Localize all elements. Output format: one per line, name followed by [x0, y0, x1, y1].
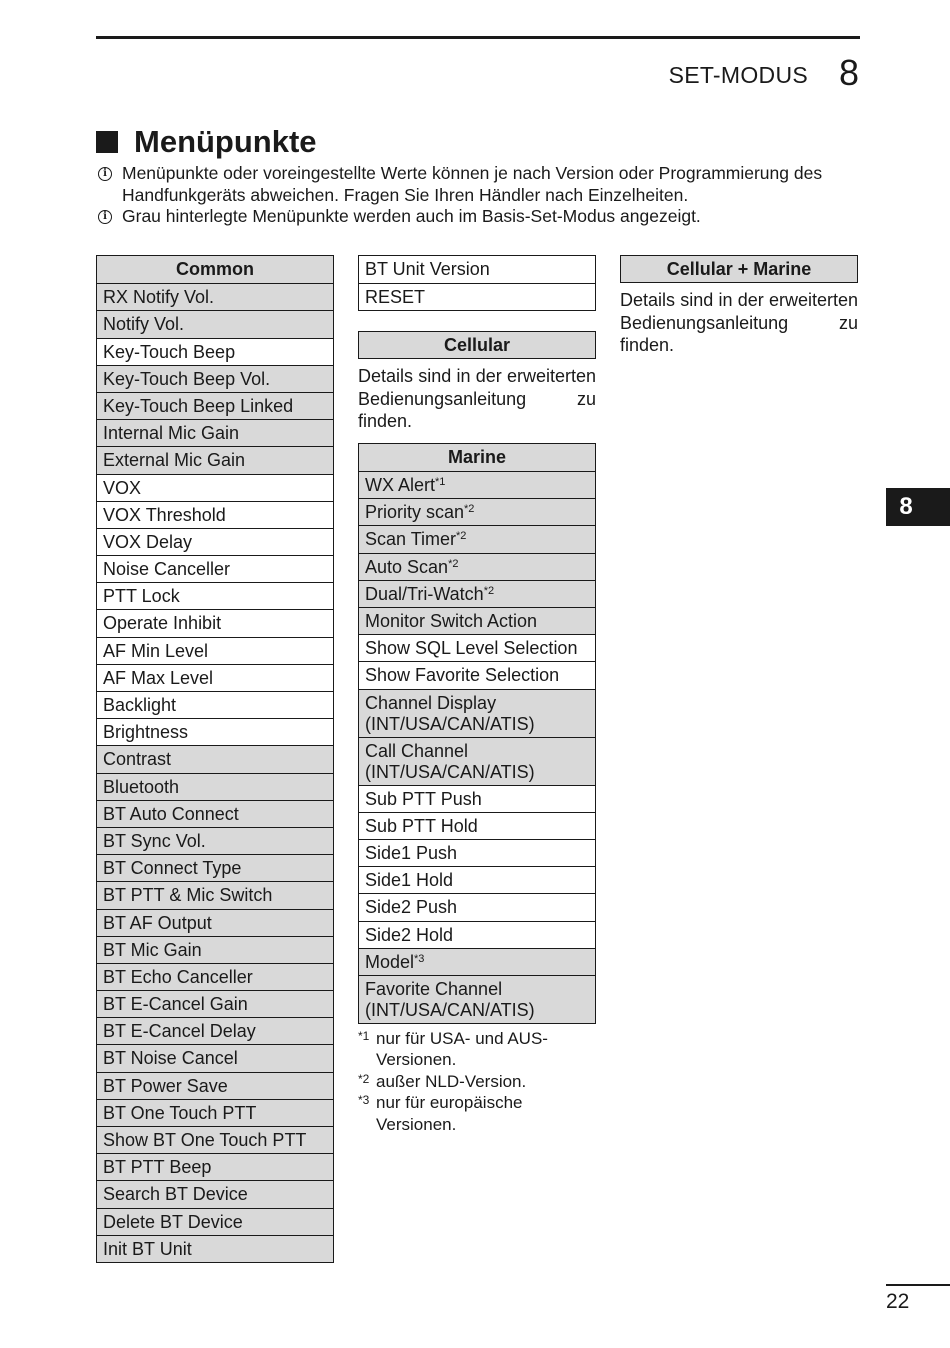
- common-item: [97, 881, 333, 908]
- common-item-label: PTT Lock: [103, 586, 180, 607]
- note-text: Grau hinterlegte Menüpunkte werden auch im Basis-Set-Modus angezeigt.: [122, 206, 701, 226]
- footnote: [358, 1071, 596, 1093]
- marine-item: [359, 737, 595, 785]
- footnote-mark: *3: [358, 1093, 370, 1108]
- bt-extra-item-label: RESET: [365, 287, 426, 308]
- common-item: [97, 365, 333, 392]
- common-item: [97, 827, 333, 854]
- common-item-label: Key-Touch Beep Vol.: [103, 368, 271, 389]
- common-item-label: Search BT Device: [103, 1184, 248, 1205]
- cellular-header: Cellular: [358, 331, 596, 359]
- cellular-marine-header: Cellular + Marine: [620, 255, 858, 283]
- footnote-text: nur für europäische Versionen.: [376, 1093, 523, 1134]
- bt-extra-item-label: BT Unit Version: [365, 259, 490, 279]
- common-item: [97, 773, 333, 800]
- common-item-label: BT AF Output: [103, 912, 212, 933]
- marine-item-label: WX Alert: [365, 475, 436, 496]
- marine-item-label: Call Channel (INT/USA/CAN/ATIS): [365, 740, 535, 782]
- info-icon: i: [98, 167, 112, 181]
- common-item: [97, 501, 333, 528]
- common-item: [97, 392, 333, 419]
- marine-item: [359, 607, 595, 634]
- common-item-label: Internal Mic Gain: [103, 423, 240, 444]
- common-item: [97, 1153, 333, 1180]
- common-item: [97, 936, 333, 963]
- middle-column: [358, 255, 596, 1135]
- footnote-mark: *2: [358, 1071, 370, 1086]
- common-item-label: VOX Delay: [103, 531, 193, 552]
- footnote: [358, 1028, 596, 1071]
- common-item: [97, 664, 333, 691]
- marine-item: [359, 471, 595, 498]
- common-item-label: RX Notify Vol.: [103, 287, 215, 308]
- common-item-label: BT PTT & Mic Switch: [103, 885, 273, 906]
- square-bullet-icon: [96, 131, 118, 153]
- bt-extra-item: [359, 283, 595, 310]
- bt-extra-item: [359, 256, 595, 283]
- marine-item-label: Dual/Tri-Watch: [365, 583, 484, 604]
- note-text: Menüpunkte oder voreingestellte Werte können je nach Version oder Programmierung des Handfunkgeräts abweichen. Fragen Sie Ihren Händler nach Einzelheiten.: [122, 163, 823, 205]
- bottom-rule: [886, 1284, 950, 1286]
- common-item-label: Delete BT Device: [103, 1211, 243, 1232]
- marine-item: [359, 498, 595, 525]
- common-item-label: BT Auto Connect: [103, 803, 239, 824]
- marine-item-label: Channel Display (INT/USA/CAN/ATIS): [365, 692, 535, 734]
- marine-item-label: Side1 Hold: [365, 870, 454, 891]
- common-item-label: Key-Touch Beep Linked: [103, 395, 294, 416]
- marine-item-label: Show Favorite Selection: [365, 665, 560, 686]
- footnotes: [358, 1028, 596, 1136]
- marine-item-label: Model: [365, 951, 415, 972]
- marine-item: [359, 948, 595, 975]
- common-item: [97, 718, 333, 745]
- footnote-marker: *1: [435, 476, 446, 489]
- common-item-label: BT E-Cancel Delay: [103, 1021, 256, 1042]
- common-item: [97, 963, 333, 990]
- common-item: [97, 1017, 333, 1044]
- common-item: [97, 990, 333, 1017]
- common-item-label: Noise Canceller: [103, 559, 231, 580]
- marine-item: [359, 689, 595, 737]
- common-column: [96, 255, 334, 1263]
- marine-item-label: Monitor Switch Action: [365, 611, 538, 631]
- common-item: [97, 854, 333, 881]
- common-item: [97, 1235, 333, 1262]
- marine-item-label: Sub PTT Hold: [365, 815, 478, 836]
- footnote-text: außer NLD-Version.: [376, 1071, 527, 1091]
- common-item-label: BT Power Save: [103, 1075, 228, 1096]
- common-item: [97, 609, 333, 636]
- common-item-label: AF Min Level: [103, 640, 209, 661]
- marine-item-label: Sub PTT Push: [365, 788, 482, 809]
- common-item: [97, 1126, 333, 1153]
- marine-item-label: Side2 Push: [365, 897, 458, 918]
- common-item-label: VOX: [103, 477, 142, 498]
- note: [96, 163, 876, 206]
- marine-item: [359, 661, 595, 688]
- common-item: [97, 555, 333, 582]
- cellular-text: Details sind in der erweiterten Bedienungsanleitung zu finden.: [358, 366, 596, 432]
- note: [96, 206, 876, 228]
- footnote-mark: *1: [358, 1028, 370, 1043]
- common-item-label: BT Mic Gain: [103, 939, 202, 960]
- section-heading: [96, 124, 317, 160]
- footnote: [358, 1092, 596, 1135]
- marine-item: [359, 866, 595, 893]
- common-item: [97, 446, 333, 473]
- marine-item: [359, 785, 595, 812]
- common-item: [97, 691, 333, 718]
- chapter-number: 8: [838, 52, 859, 93]
- marine-item: [359, 580, 595, 607]
- common-item: [97, 1099, 333, 1126]
- common-item-label: Bluetooth: [103, 776, 180, 797]
- marine-item-label: Auto Scan: [365, 556, 449, 577]
- bt-extra-table: [358, 255, 596, 311]
- common-item: [97, 283, 333, 310]
- chapter-title: SET-MODUS: [668, 62, 808, 88]
- common-item-label: BT Noise Cancel: [103, 1048, 238, 1069]
- common-item-label: BT PTT Beep: [103, 1157, 212, 1178]
- common-item-label: Backlight: [103, 695, 177, 715]
- common-item: [97, 637, 333, 664]
- common-item: [97, 338, 333, 365]
- common-header: Common: [97, 256, 333, 283]
- common-item: [97, 800, 333, 827]
- common-item: [97, 1072, 333, 1099]
- common-item-label: Notify Vol.: [103, 314, 185, 335]
- footnote-marker: *2: [483, 584, 495, 597]
- common-item-label: Show BT One Touch PTT: [103, 1130, 307, 1150]
- marine-item: [359, 525, 595, 552]
- marine-item: [359, 839, 595, 866]
- top-rule: [96, 36, 860, 39]
- common-item: [97, 745, 333, 772]
- footnote-marker: *2: [456, 530, 467, 543]
- marine-item: [359, 553, 595, 580]
- common-item-label: BT Sync Vol.: [103, 830, 206, 851]
- marine-item-label: Side1 Push: [365, 842, 458, 863]
- footnote-marker: *3: [414, 952, 425, 965]
- marine-item: [359, 634, 595, 661]
- common-item-label: Init BT Unit: [103, 1238, 192, 1259]
- common-item-label: AF Max Level: [103, 667, 214, 688]
- common-item: [97, 1044, 333, 1071]
- footnote-text: nur für USA- und AUS-Versionen.: [376, 1028, 548, 1070]
- notes: [96, 163, 876, 228]
- marine-item-label: Side2 Hold: [365, 924, 454, 945]
- common-item-label: Contrast: [103, 749, 172, 770]
- footnote-marker: *2: [448, 557, 459, 570]
- section-title: Menüpunkte: [134, 124, 317, 159]
- common-item-label: BT One Touch PTT: [103, 1102, 257, 1123]
- page-number: 22: [886, 1290, 910, 1313]
- marine-item-label: Priority scan: [365, 502, 465, 523]
- footnote-marker: *2: [464, 503, 475, 516]
- marine-item: [359, 975, 595, 1023]
- common-item-label: BT E-Cancel Gain: [103, 994, 248, 1015]
- common-item-label: BT Connect Type: [103, 858, 242, 879]
- marine-item-label: Favorite Channel (INT/USA/CAN/ATIS): [365, 978, 535, 1020]
- common-item: [97, 582, 333, 609]
- common-item: [97, 419, 333, 446]
- marine-item-label: Scan Timer: [365, 529, 457, 550]
- common-item-label: VOX Threshold: [103, 504, 226, 525]
- common-item: [97, 528, 333, 555]
- marine-item-label: Show SQL Level Selection: [365, 638, 578, 659]
- common-item: [97, 474, 333, 501]
- chapter-tab: 8: [886, 488, 950, 526]
- common-item-label: Brightness: [103, 722, 189, 743]
- common-item: [97, 1180, 333, 1207]
- common-item-label: Operate Inhibit: [103, 613, 222, 634]
- common-item-label: BT Echo Canceller: [103, 966, 253, 987]
- common-item-label: Key-Touch Beep: [103, 341, 236, 362]
- common-item: [97, 1208, 333, 1235]
- common-table: [96, 255, 334, 1263]
- info-icon: i: [98, 210, 112, 224]
- cellular-marine-text: Details sind in der erweiterten Bedienungsanleitung zu finden.: [620, 290, 858, 355]
- common-item: [97, 909, 333, 936]
- marine-header: Marine: [359, 444, 595, 471]
- right-column: [620, 255, 858, 357]
- marine-item: [359, 921, 595, 948]
- common-item-label: External Mic Gain: [103, 450, 246, 471]
- common-item: [97, 310, 333, 337]
- marine-table: [358, 443, 596, 1024]
- marine-item: [359, 893, 595, 920]
- marine-item: [359, 812, 595, 839]
